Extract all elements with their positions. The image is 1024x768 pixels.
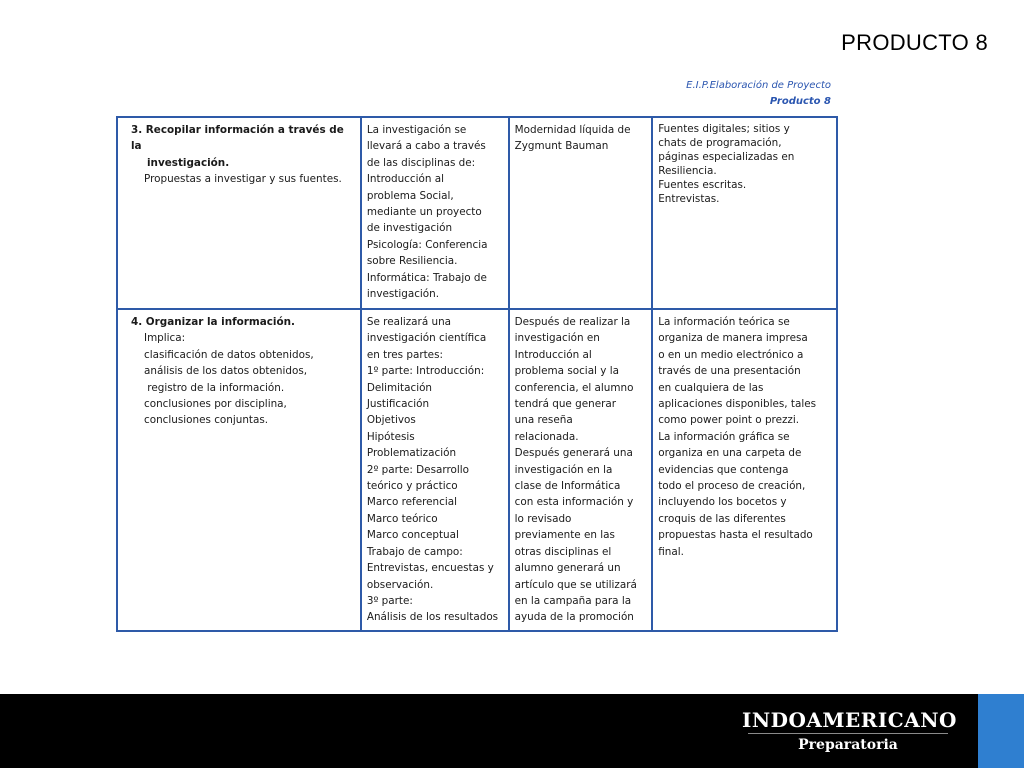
step-cell (117, 117, 361, 309)
cell-line: propuestas hasta el resultado (658, 529, 813, 542)
cell-line: La información teórica se (658, 316, 790, 328)
cell-line: Objetivos (366, 414, 416, 427)
cell-line: Trabajo de campo: (366, 545, 463, 558)
cell-line: Entrevistas, encuestas y (366, 562, 494, 575)
step-line: clasificación de datos obtenidos, (144, 348, 314, 361)
document-header-program: E.I.P.Elaboración de Proyecto (686, 80, 831, 91)
cell-line: de investigación (366, 222, 453, 235)
cell-line: en cualquiera de las (658, 381, 764, 394)
cell-line: problema Social, (366, 189, 454, 202)
document-header-product: Producto 8 (769, 96, 831, 107)
cell-line: investigación en la (514, 463, 613, 476)
cell-line: Delimitación (366, 381, 433, 394)
cell-line: Introducción al (366, 173, 444, 186)
cell-line: Resiliencia. (658, 165, 717, 177)
cell-line: La información gráfica se (658, 430, 790, 443)
brand-name: INDOAMERICANO (742, 708, 957, 732)
step-cell (117, 309, 361, 631)
table-row (117, 309, 837, 631)
document-header (686, 78, 831, 110)
cell-line: como power point o prezzi. (658, 414, 800, 427)
cell-line: clase de Informática (514, 480, 621, 493)
cell-line: 2º parte: Desarrollo (366, 463, 469, 476)
cell-line: mediante un proyecto (366, 206, 482, 219)
cell-line: todo el proceso de creación, (658, 480, 806, 493)
cell-line: Se realizará una (366, 316, 452, 328)
resources-cell (652, 117, 837, 309)
cell-line: organiza de manera impresa (658, 332, 808, 345)
cell-line: previamente en las (514, 529, 615, 542)
cell-line: una reseña (514, 414, 573, 427)
cell-line: otras disciplinas el (514, 545, 612, 558)
cell-line: páginas especializadas en (658, 151, 795, 163)
cell-line: croquis de las diferentes (658, 512, 786, 525)
step-line: Propuestas a investigar y sus fuentes. (144, 173, 342, 186)
cell-line: Después de realizar la (514, 316, 631, 328)
cell-line: Fuentes escritas. (658, 179, 747, 191)
cell-line: alumno generará un (514, 562, 621, 575)
step-title: 4. Organizar la información. (131, 316, 295, 328)
step-line: análisis de los datos obtenidos, (144, 365, 308, 378)
cell-line: Problematización (366, 447, 457, 460)
step-title: 3. Recopilar información a través de la (131, 124, 344, 153)
step-line: conclusiones por disciplina, (144, 398, 287, 411)
cell-line: Introducción al (514, 348, 592, 361)
cell-line: lo revisado (514, 512, 572, 525)
cell-line: aplicaciones disponibles, tales (658, 398, 817, 411)
cell-line: evidencias que contenga (658, 463, 789, 476)
cell-line: organiza en una carpeta de (658, 447, 802, 460)
step-title-cont: investigación. (147, 156, 230, 169)
cell-line: Informática: Trabajo de (366, 271, 487, 284)
source-cell (509, 117, 653, 309)
cell-line: 3º parte: (366, 594, 413, 607)
cell-line: en la campaña para la (514, 594, 632, 607)
cell-line: Entrevistas. (658, 193, 720, 205)
resources-cell (652, 309, 837, 631)
cell-line: llevará a cabo a través (366, 140, 486, 153)
cell-line: Psicología: Conferencia (366, 238, 488, 251)
cell-line: investigación científica (366, 332, 487, 345)
cell-line: Marco referencial (366, 496, 457, 509)
cell-line: Marco teórico (366, 512, 438, 525)
cell-line: ayuda de la promoción (514, 611, 634, 624)
cell-line: La investigación se (366, 124, 467, 136)
discipline-cell (361, 117, 509, 309)
cell-line: o en un medio electrónico a (658, 348, 804, 361)
cell-line: tendrá que generar (514, 398, 617, 411)
cell-line: artículo que se utilizará (514, 578, 637, 591)
source-cell (509, 309, 653, 631)
brand-divider (748, 733, 948, 734)
cell-line: conferencia, el alumno (514, 381, 634, 394)
cell-line: con esta información y (514, 496, 634, 509)
cell-line: Fuentes digitales; sitios y (658, 123, 790, 135)
step-line: Implica: (144, 332, 186, 345)
cell-line: investigación. (366, 288, 440, 301)
footer-accent-block (978, 694, 1024, 768)
cell-line: Justificación (366, 398, 430, 411)
cell-line: incluyendo los bocetos y (658, 496, 787, 509)
cell-line: sobre Resiliencia. (366, 255, 458, 268)
slide-title: PRODUCTO 8 (841, 30, 988, 55)
step-line: registro de la información. (144, 381, 285, 394)
table-row (117, 117, 837, 309)
brand-logo (742, 708, 957, 754)
brand-subtitle: Preparatoria (798, 737, 898, 753)
cell-line: investigación en (514, 332, 600, 345)
cell-line: Hipótesis (366, 430, 415, 443)
step-line: conclusiones conjuntas. (144, 414, 269, 427)
cell-line: de las disciplinas de: (366, 156, 476, 169)
cell-line: Marco conceptual (366, 529, 459, 542)
cell-line: observación. (366, 578, 434, 591)
cell-line: 1º parte: Introducción: (366, 365, 485, 378)
cell-line: relacionada. (514, 430, 579, 443)
cell-line: chats de programación, (658, 137, 782, 149)
cell-line: Después generará una (514, 447, 633, 460)
project-table (116, 116, 838, 632)
cell-line: Análisis de los resultados (366, 611, 499, 624)
cell-line: Modernidad líquida de (514, 124, 631, 136)
cell-line: teórico y práctico (366, 480, 458, 493)
cell-line: problema social y la (514, 365, 619, 378)
cell-line: final. (658, 545, 684, 558)
cell-line: en tres partes: (366, 348, 443, 361)
discipline-cell (361, 309, 509, 631)
cell-line: Zygmunt Bauman (514, 140, 609, 153)
cell-line: través de una presentación (658, 365, 801, 378)
